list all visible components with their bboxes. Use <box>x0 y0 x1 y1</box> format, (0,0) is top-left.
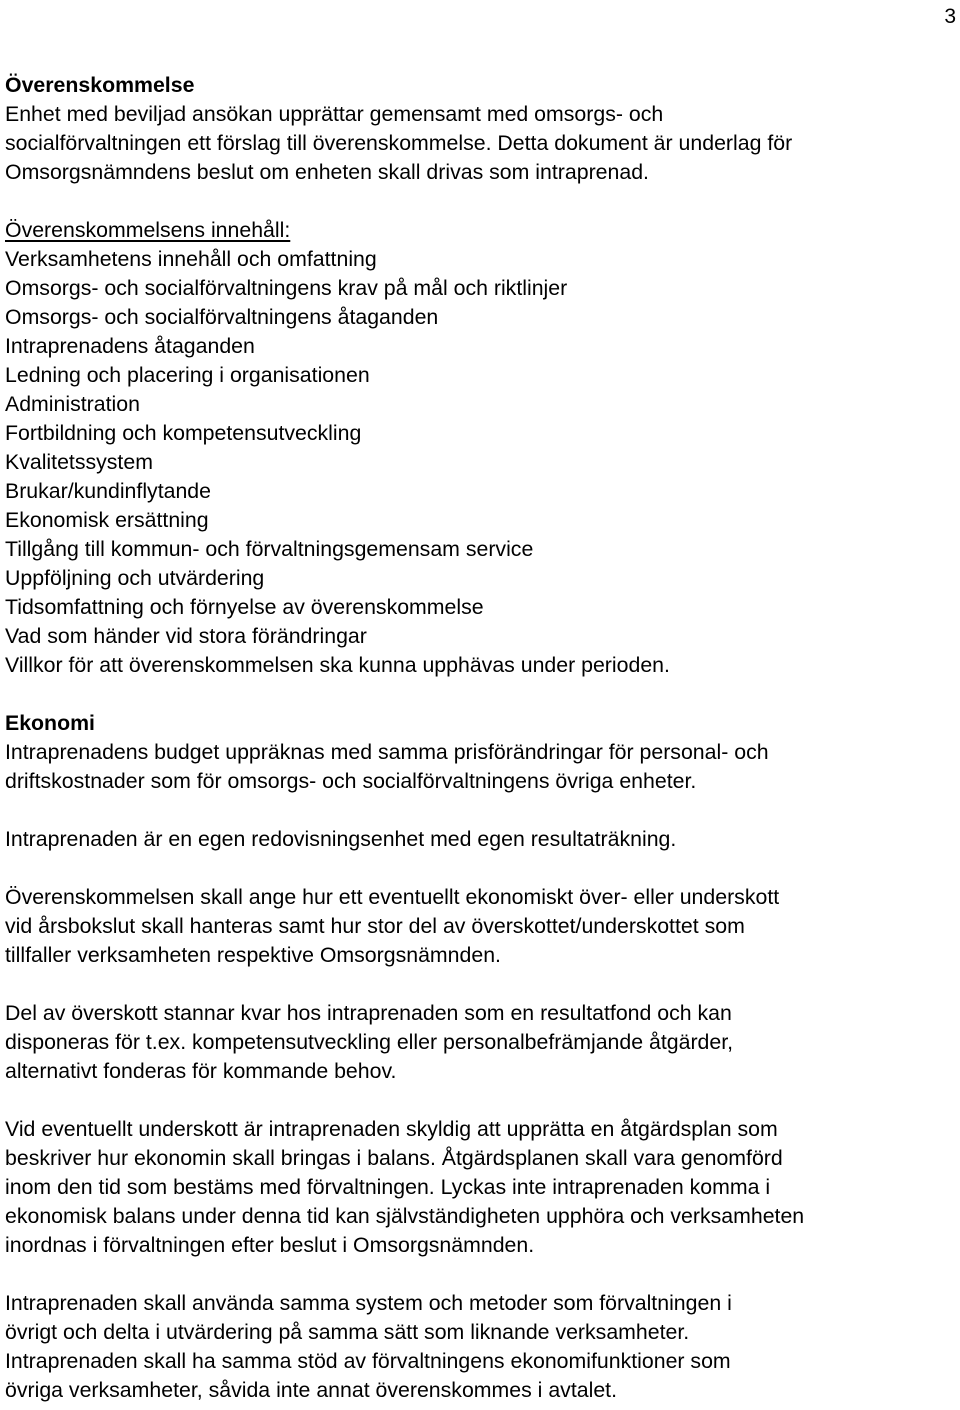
list-item: Ledning och placering i organisationen <box>5 363 370 387</box>
text-line: ekonomisk balans under denna tid kan självständigheten upphöra och verksamheten <box>5 1204 805 1228</box>
list-item: Tillgång till kommun- och förvaltningsgemensam service <box>5 537 534 561</box>
text-line: Intraprenaden skall använda samma system och metoder som förvaltningen i <box>5 1291 732 1315</box>
text-line: inordnas i förvaltningen efter beslut i Omsorgsnämnden. <box>5 1233 535 1257</box>
text-line: vid årsbokslut skall hanteras samt hur stor del av överskottet/underskottet som <box>5 914 745 938</box>
text-line: Vid eventuellt underskott är intraprenaden skyldig att upprätta en åtgärdsplan som <box>5 1117 778 1141</box>
paragraph <box>5 1289 960 1405</box>
contents-heading: Överenskommelsens innehåll: <box>5 218 291 242</box>
text-line: alternativt fonderas för kommande behov. <box>5 1059 397 1083</box>
list-item: Fortbildning och kompetensutveckling <box>5 421 362 445</box>
list-item: Intraprenadens åtaganden <box>5 334 255 358</box>
paragraph <box>5 825 960 854</box>
paragraph-gap <box>5 970 960 999</box>
paragraph-gap <box>5 796 960 825</box>
list-item: Verksamhetens innehåll och omfattning <box>5 247 377 271</box>
list-item: Administration <box>5 392 140 416</box>
paragraph-gap <box>5 854 960 883</box>
list-item: Omsorgs- och socialförvaltningens åtaganden <box>5 305 439 329</box>
paragraph-gap <box>5 1086 960 1115</box>
document-body <box>5 71 960 1405</box>
text-line: övrigt och delta i utvärdering på samma sätt som liknande verksamheter. <box>5 1320 690 1344</box>
list-item: Omsorgs- och socialförvaltningens krav på mål och riktlinjer <box>5 276 568 300</box>
list-item: Brukar/kundinflytande <box>5 479 211 503</box>
text-line: Intraprenadens budget uppräknas med samma prisförändringar för personal- och <box>5 740 769 764</box>
contents-list <box>5 245 960 680</box>
section-heading: Ekonomi <box>5 711 95 735</box>
paragraph <box>5 738 960 796</box>
text-line: driftskostnader som för omsorgs- och socialförvaltningens övriga enheter. <box>5 769 697 793</box>
paragraph-gap <box>5 1260 960 1289</box>
paragraph <box>5 883 960 970</box>
text-line: Intraprenaden är en egen redovisningsenhet med egen resultaträkning. <box>5 827 677 851</box>
list-item: Uppföljning och utvärdering <box>5 566 265 590</box>
paragraph <box>5 999 960 1086</box>
list-item: Kvalitetssystem <box>5 450 153 474</box>
text-line: övriga verksamheter, såvida inte annat överenskommes i avtalet. <box>5 1378 617 1402</box>
text-line: Överenskommelsen skall ange hur ett eventuellt ekonomiskt över- eller underskott <box>5 885 780 909</box>
section-overenskommelse <box>5 71 960 187</box>
list-item: Vad som händer vid stora förändringar <box>5 624 367 648</box>
paragraph <box>5 1115 960 1260</box>
text-line: disponeras för t.ex. kompetensutveckling eller personalbefrämjande åtgärder, <box>5 1030 734 1054</box>
text-line: inom den tid som bestäms med förvaltningen. Lyckas inte intraprenaden komma i <box>5 1175 771 1199</box>
text-line: Del av överskott stannar kvar hos intraprenaden som en resultatfond och kan <box>5 1001 732 1025</box>
section-ekonomi <box>5 709 960 1405</box>
text-line: Omsorgsnämndens beslut om enheten skall drivas som intraprenad. <box>5 160 649 184</box>
text-line: socialförvaltningen ett förslag till överenskommelse. Detta dokument är underlag för <box>5 131 793 155</box>
text-line: beskriver hur ekonomin skall bringas i balans. Åtgärdsplanen skall vara genomförd <box>5 1146 783 1170</box>
contents-section <box>5 216 960 680</box>
page-number: 3 <box>944 5 956 28</box>
paragraph-gap <box>5 187 960 216</box>
list-item: Villkor för att överenskommelsen ska kunna upphävas under perioden. <box>5 653 670 677</box>
list-item: Tidsomfattning och förnyelse av överenskommelse <box>5 595 484 619</box>
text-line: Enhet med beviljad ansökan upprättar gemensamt med omsorgs- och <box>5 102 664 126</box>
paragraph <box>5 100 960 187</box>
text-line: Intraprenaden skall ha samma stöd av förvaltningens ekonomifunktioner som <box>5 1349 731 1373</box>
text-line: tillfaller verksamheten respektive Omsorgsnämnden. <box>5 943 501 967</box>
section-heading: Överenskommelse <box>5 73 195 97</box>
list-item: Ekonomisk ersättning <box>5 508 209 532</box>
paragraph-gap <box>5 680 960 709</box>
